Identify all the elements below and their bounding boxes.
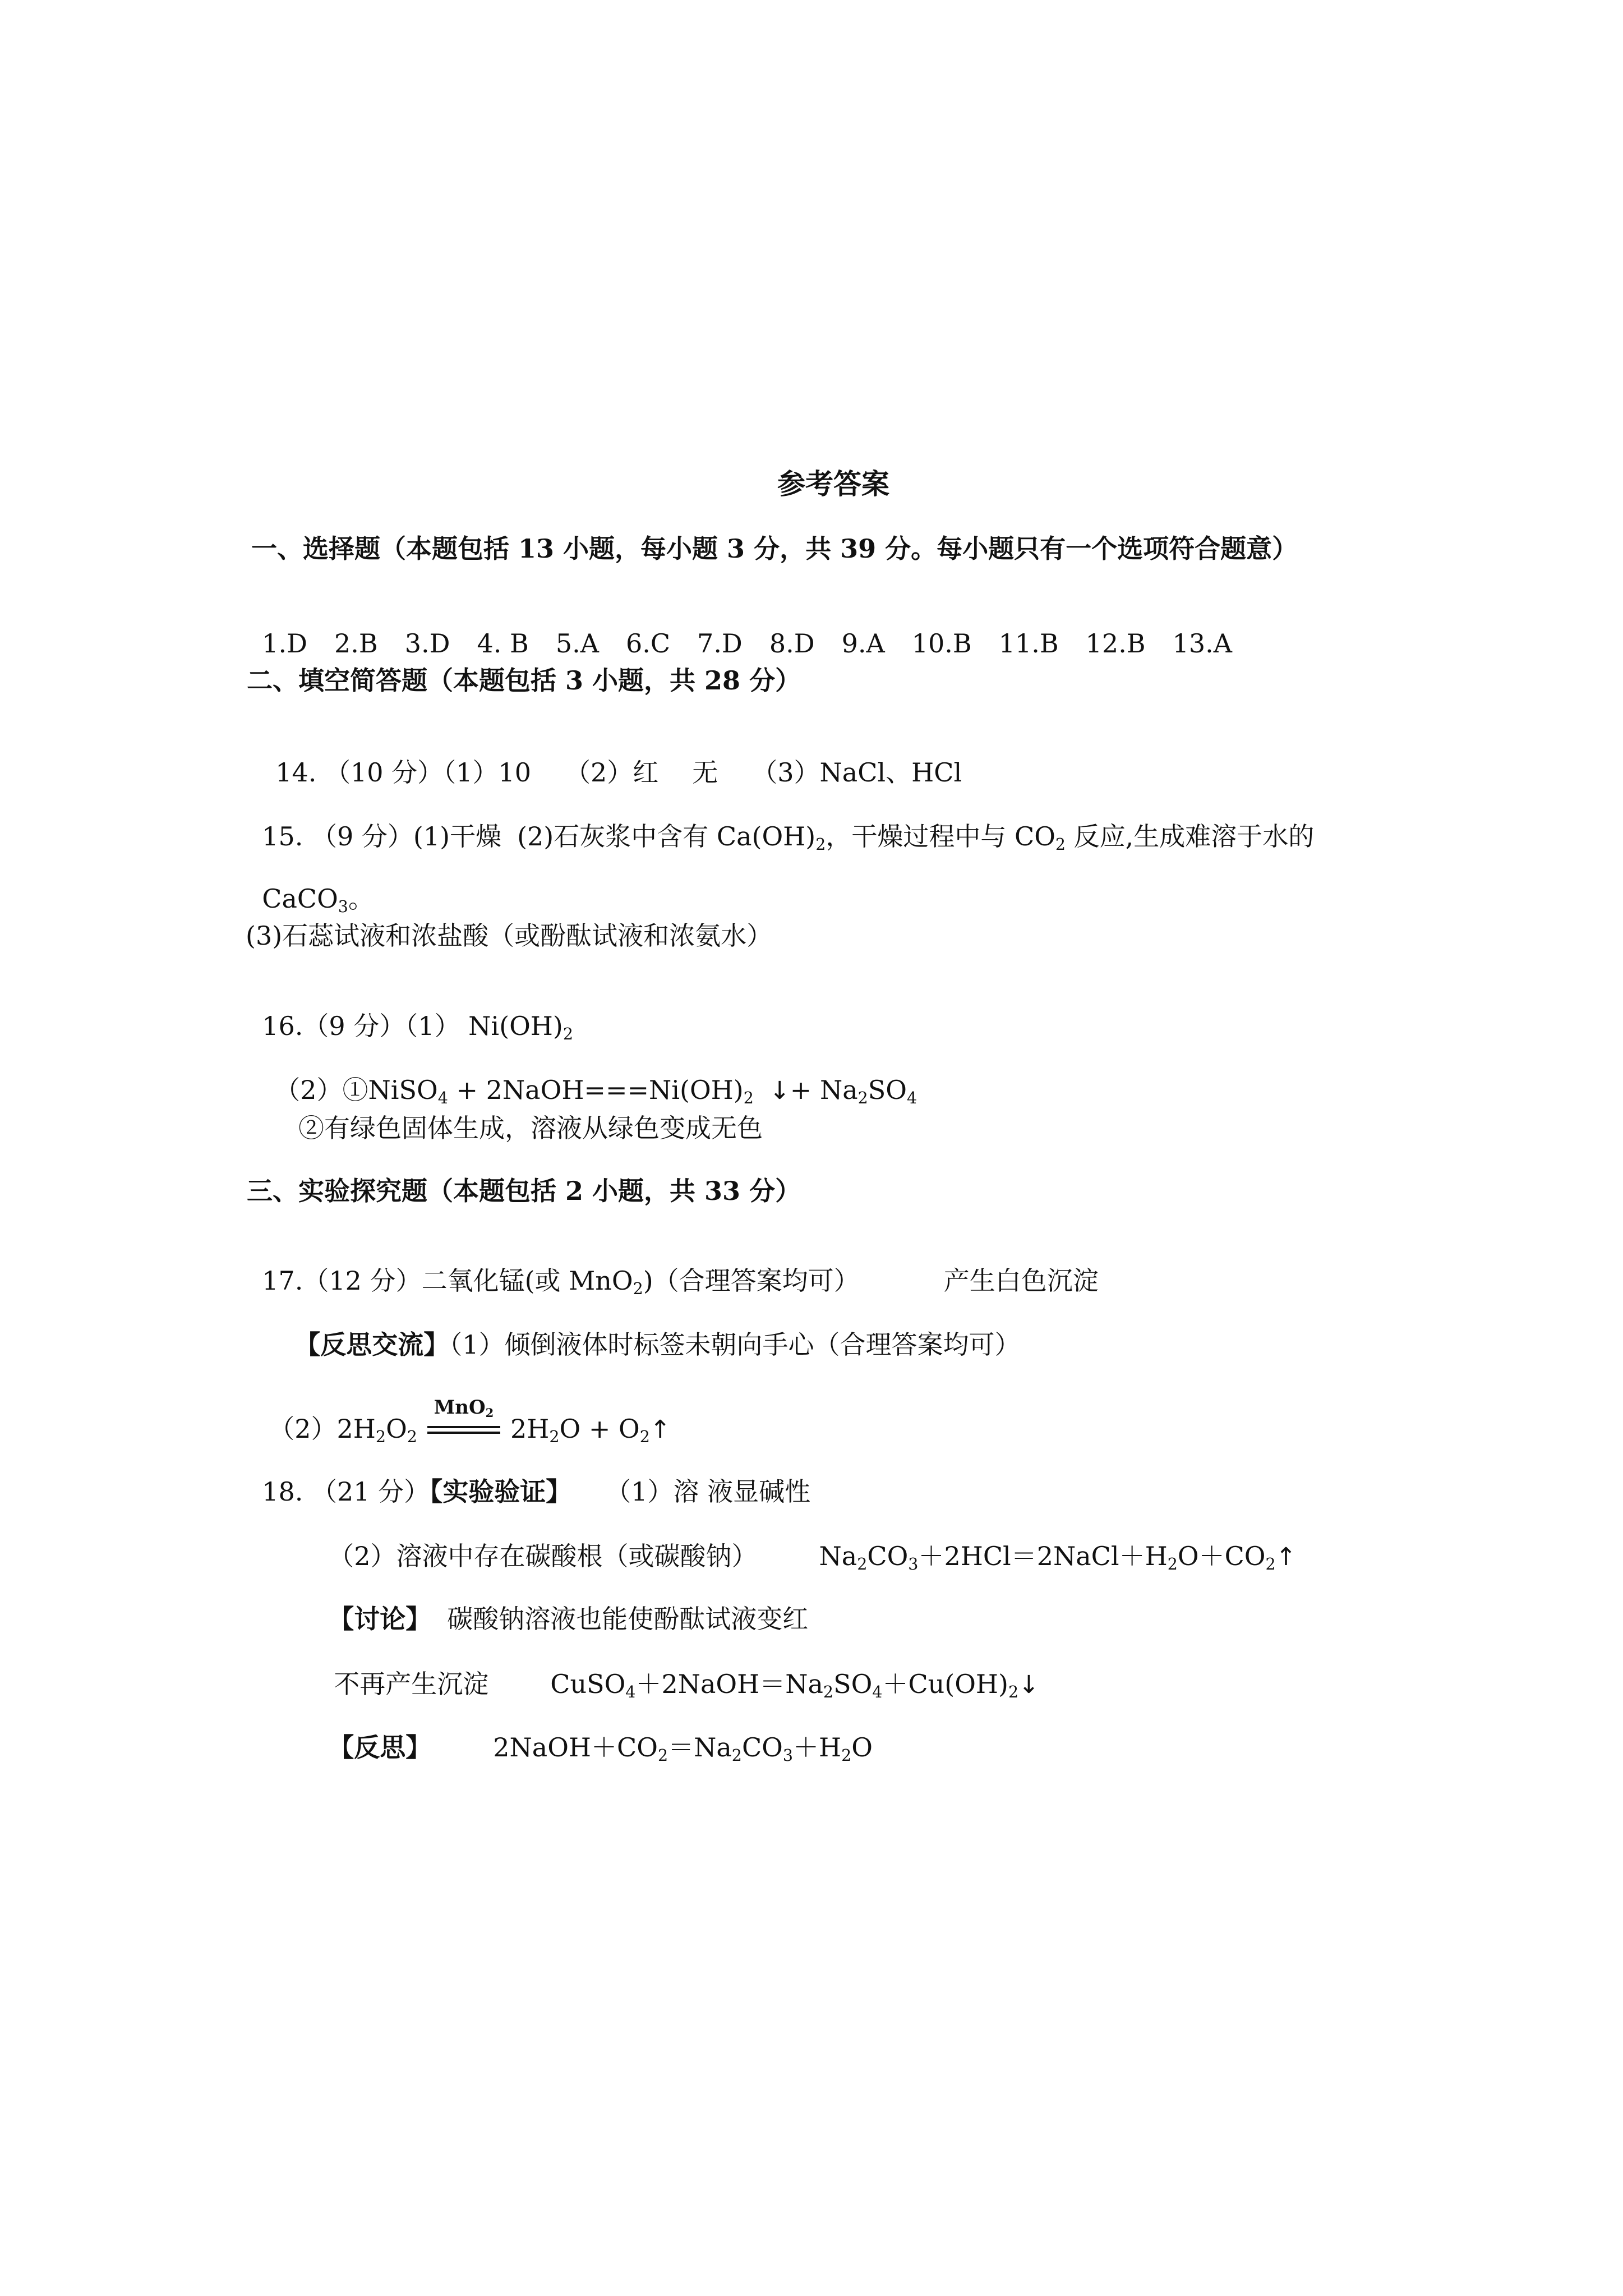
q15-part3: (3)石蕊试液和浓盐酸（或酚酞试液和浓氨水） bbox=[246, 921, 773, 951]
section-1-heading: 一、选择题（本题包括 13 小题，每小题 3 分，共 39 分。每小题只有一个选项符合题意） bbox=[251, 533, 1298, 564]
q14-part2: （2）红 bbox=[565, 757, 659, 788]
choice-answer: 4. B bbox=[477, 628, 529, 659]
reflection-label: 【反思交流】 bbox=[294, 1329, 450, 1360]
q18-head: 18. （21 分） bbox=[262, 1476, 430, 1507]
q18-answer-line1: 18. （21 分）【实验验证】 （1）溶 液显碱性 bbox=[262, 1476, 811, 1507]
q17-equation: $(2)2H_2O_2$ MnO$_2$ $2H_2O$ + $O_2↑$ bbox=[269, 1396, 671, 1446]
choice-answer: 3.D bbox=[404, 628, 450, 659]
catalyst-condition: MnO$_2$ bbox=[427, 1423, 500, 1439]
q14-part2b: 无 bbox=[692, 757, 718, 788]
q18-equation-2: $CuSO_4+2NaOH=Na_2SO_4+Cu(OH)_2↓$ bbox=[550, 1669, 1040, 1701]
choice-answer: 7.D bbox=[697, 628, 743, 659]
choice-answer: 6.C bbox=[625, 628, 671, 659]
q16-part3: ②有绿色固体生成，溶液从绿色变成无色 bbox=[298, 1113, 763, 1143]
q16-head: 16.（9 分） bbox=[262, 1011, 405, 1041]
q18-discussion: 【讨论】 碳酸钠溶液也能使酚酞试液变红 bbox=[328, 1604, 809, 1634]
choice-answer: 10.B bbox=[911, 628, 972, 659]
choice-answer: 12.B bbox=[1085, 628, 1146, 659]
choice-answer: 2.B bbox=[334, 628, 378, 659]
page-title: 参考答案 bbox=[777, 467, 889, 500]
q17-head: 17.（12 分） bbox=[262, 1266, 422, 1296]
choice-answer: 1.D bbox=[262, 628, 308, 659]
choice-answer: 13.A bbox=[1172, 628, 1232, 659]
q18-reflection bbox=[312, 1709, 873, 1765]
choice-answer: 8.D bbox=[769, 628, 815, 659]
q15-answer-line2: CaCO$_3$。 bbox=[262, 884, 374, 916]
q18-answer-line4: 不再产生沉淀 $CuSO_4+2NaOH=Na_2SO_4+Cu(OH)_2↓$ bbox=[334, 1669, 1040, 1701]
q15-answer-line1 bbox=[246, 798, 1315, 854]
q18-equation-1: $Na_2CO_3+2HCl=2NaCl+H_2O+CO_2↑$ bbox=[819, 1541, 1297, 1573]
q16-answer-line1: 16.（9 分）（1） $Ni(OH)_2$ bbox=[262, 1011, 574, 1043]
q14-answer bbox=[259, 734, 962, 788]
section-2-heading: 二、填空简答题（本题包括 3 小题，共 28 分） bbox=[247, 665, 801, 696]
q17-answer-line1: 17.（12 分）二氧化锰(或 MnO$_2$)（合理答案均可） 产生白色沉淀 bbox=[262, 1266, 1099, 1298]
reflection-label: 【反思】 bbox=[328, 1732, 432, 1763]
q18-equation-3: $2NaOH+CO_2=Na_2CO_3+H_2O$ bbox=[493, 1732, 873, 1765]
q16-equation: （2）①NiSO$_4$ + $2NaOH===Ni(OH)_2$ ↓+ $Na_2SO_4$ bbox=[274, 1075, 917, 1107]
q18-answer-line2: （2）溶液中存在碳酸根（或碳酸钠） $Na_2CO_3+2HCl=2NaCl+H_2O+CO_2↑$ bbox=[328, 1541, 1297, 1573]
choice-answer: 11.B bbox=[998, 628, 1059, 659]
q15-part1: (1)干燥 bbox=[413, 821, 502, 852]
q15-part2: (2)石灰浆中含有 $Ca(OH)_2$，干燥过程中与 $CO_2$ 反应,生成难溶于水的 bbox=[517, 821, 1315, 854]
choice-answer: 9.A bbox=[841, 628, 885, 659]
q17-reflection: 【反思交流】（1）倾倒液体时标签未朝向手心（合理答案均可） bbox=[294, 1329, 1021, 1360]
verify-label: 【实验验证】 bbox=[430, 1476, 572, 1507]
choice-answers-row bbox=[246, 605, 1259, 659]
q14-part1: （1）10 bbox=[443, 757, 531, 788]
q15-head: 15. （9 分） bbox=[262, 821, 413, 852]
section-3-heading: 三、实验探究题（本题包括 2 小题，共 33 分） bbox=[247, 1176, 801, 1206]
discussion-label: 【讨论】 bbox=[328, 1604, 432, 1634]
q14-head: 14. （10 分） bbox=[275, 757, 444, 788]
choice-answer: 5.A bbox=[555, 628, 599, 659]
q14-part3: （3）NaCl、HCl bbox=[751, 757, 962, 788]
